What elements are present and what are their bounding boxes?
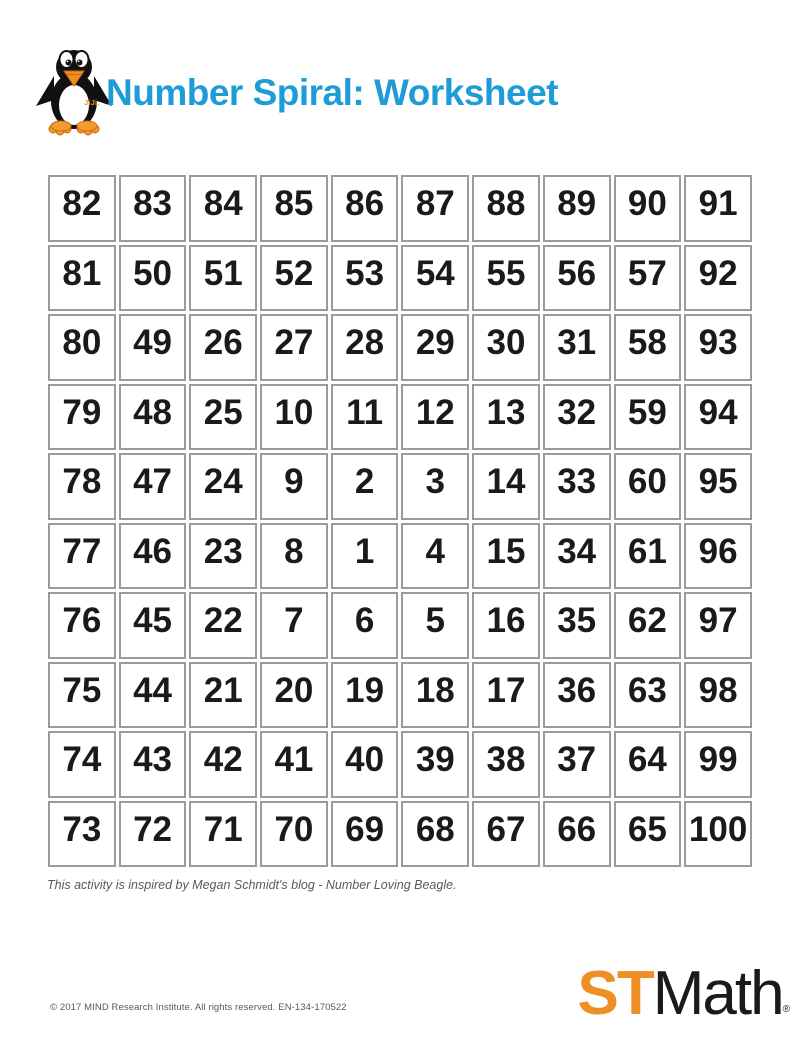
grid-row (48, 523, 752, 590)
grid-cell: 75 (48, 662, 116, 729)
grid-cell: 32 (543, 384, 611, 451)
grid-row (48, 175, 752, 242)
grid-cell: 85 (260, 175, 328, 242)
grid-cell: 72 (119, 801, 187, 868)
grid-cell: 29 (401, 314, 469, 381)
grid-row (48, 245, 752, 312)
grid-row (48, 731, 752, 798)
grid-cell: 45 (119, 592, 187, 659)
grid-cell: 18 (401, 662, 469, 729)
grid-cell: 95 (684, 453, 752, 520)
grid-cell: 59 (614, 384, 682, 451)
grid-cell: 98 (684, 662, 752, 729)
grid-cell: 96 (684, 523, 752, 590)
grid-cell: 43 (119, 731, 187, 798)
grid-cell: 93 (684, 314, 752, 381)
grid-cell: 63 (614, 662, 682, 729)
grid-row (48, 662, 752, 729)
grid-cell: 46 (119, 523, 187, 590)
grid-cell: 54 (401, 245, 469, 312)
grid-cell: 69 (331, 801, 399, 868)
grid-cell: 40 (331, 731, 399, 798)
grid-cell: 67 (472, 801, 540, 868)
grid-cell: 7 (260, 592, 328, 659)
grid-cell: 13 (472, 384, 540, 451)
attribution-note: This activity is inspired by Megan Schmidt's blog - Number Loving Beagle. (47, 878, 457, 892)
grid-cell: 39 (401, 731, 469, 798)
grid-cell: 5 (401, 592, 469, 659)
grid-cell: 10 (260, 384, 328, 451)
logo-math-text: Math (652, 959, 783, 1028)
grid-row (48, 384, 752, 451)
grid-cell: 26 (189, 314, 257, 381)
grid-cell: 4 (401, 523, 469, 590)
jiji-label: JiJi. (84, 98, 100, 107)
grid-cell: 92 (684, 245, 752, 312)
stmath-logo (577, 959, 790, 1028)
grid-row (48, 801, 752, 868)
grid-cell: 74 (48, 731, 116, 798)
grid-cell: 28 (331, 314, 399, 381)
grid-cell: 15 (472, 523, 540, 590)
grid-cell: 94 (684, 384, 752, 451)
grid-cell: 50 (119, 245, 187, 312)
grid-cell: 86 (331, 175, 399, 242)
grid-cell: 80 (48, 314, 116, 381)
grid-row (48, 314, 752, 381)
grid-cell: 41 (260, 731, 328, 798)
grid-row (48, 453, 752, 520)
grid-cell: 6 (331, 592, 399, 659)
grid-row (48, 592, 752, 659)
grid-cell: 89 (543, 175, 611, 242)
grid-cell: 99 (684, 731, 752, 798)
number-spiral-grid (45, 172, 755, 870)
grid-cell: 91 (684, 175, 752, 242)
grid-cell: 2 (331, 453, 399, 520)
grid-cell: 37 (543, 731, 611, 798)
grid-cell: 79 (48, 384, 116, 451)
grid-cell: 64 (614, 731, 682, 798)
registered-trademark-icon: ® (782, 1004, 790, 1015)
grid-cell: 42 (189, 731, 257, 798)
copyright-text: © 2017 MIND Research Institute. All rights reserved. EN-134-170522 (50, 1002, 347, 1013)
grid-cell: 38 (472, 731, 540, 798)
grid-cell: 97 (684, 592, 752, 659)
grid-cell: 33 (543, 453, 611, 520)
jiji-penguin-mascot (34, 46, 114, 136)
grid-cell: 24 (189, 453, 257, 520)
grid-cell: 49 (119, 314, 187, 381)
penguin-icon (34, 46, 114, 136)
grid-cell: 22 (189, 592, 257, 659)
grid-cell: 30 (472, 314, 540, 381)
grid-cell: 70 (260, 801, 328, 868)
grid-cell: 87 (401, 175, 469, 242)
grid-cell: 3 (401, 453, 469, 520)
grid-cell: 19 (331, 662, 399, 729)
grid-cell: 84 (189, 175, 257, 242)
grid-cell: 81 (48, 245, 116, 312)
page-title: Number Spiral: Worksheet (106, 72, 558, 113)
logo-st-text: ST (577, 959, 653, 1028)
grid-cell: 66 (543, 801, 611, 868)
grid-cell: 100 (684, 801, 752, 868)
grid-cell: 78 (48, 453, 116, 520)
grid-cell: 21 (189, 662, 257, 729)
grid-cell: 57 (614, 245, 682, 312)
grid-cell: 27 (260, 314, 328, 381)
grid-cell: 55 (472, 245, 540, 312)
grid-cell: 52 (260, 245, 328, 312)
grid-cell: 25 (189, 384, 257, 451)
grid-cell: 88 (472, 175, 540, 242)
grid-cell: 61 (614, 523, 682, 590)
grid-cell: 34 (543, 523, 611, 590)
grid-cell: 82 (48, 175, 116, 242)
grid-cell: 14 (472, 453, 540, 520)
grid-cell: 71 (189, 801, 257, 868)
grid-cell: 77 (48, 523, 116, 590)
grid-cell: 68 (401, 801, 469, 868)
grid-cell: 31 (543, 314, 611, 381)
grid-cell: 20 (260, 662, 328, 729)
grid-cell: 51 (189, 245, 257, 312)
grid-cell: 60 (614, 453, 682, 520)
grid-cell: 9 (260, 453, 328, 520)
grid-cell: 12 (401, 384, 469, 451)
grid-cell: 62 (614, 592, 682, 659)
grid-cell: 58 (614, 314, 682, 381)
grid-cell: 73 (48, 801, 116, 868)
grid-cell: 90 (614, 175, 682, 242)
grid-cell: 36 (543, 662, 611, 729)
grid-cell: 44 (119, 662, 187, 729)
grid-cell: 56 (543, 245, 611, 312)
grid-cell: 76 (48, 592, 116, 659)
grid-cell: 53 (331, 245, 399, 312)
grid-cell: 65 (614, 801, 682, 868)
grid-cell: 11 (331, 384, 399, 451)
grid-cell: 8 (260, 523, 328, 590)
grid-cell: 16 (472, 592, 540, 659)
grid-cell: 83 (119, 175, 187, 242)
grid-cell: 23 (189, 523, 257, 590)
grid-cell: 47 (119, 453, 187, 520)
grid-cell: 1 (331, 523, 399, 590)
grid-cell: 17 (472, 662, 540, 729)
grid-cell: 35 (543, 592, 611, 659)
grid-cell: 48 (119, 384, 187, 451)
